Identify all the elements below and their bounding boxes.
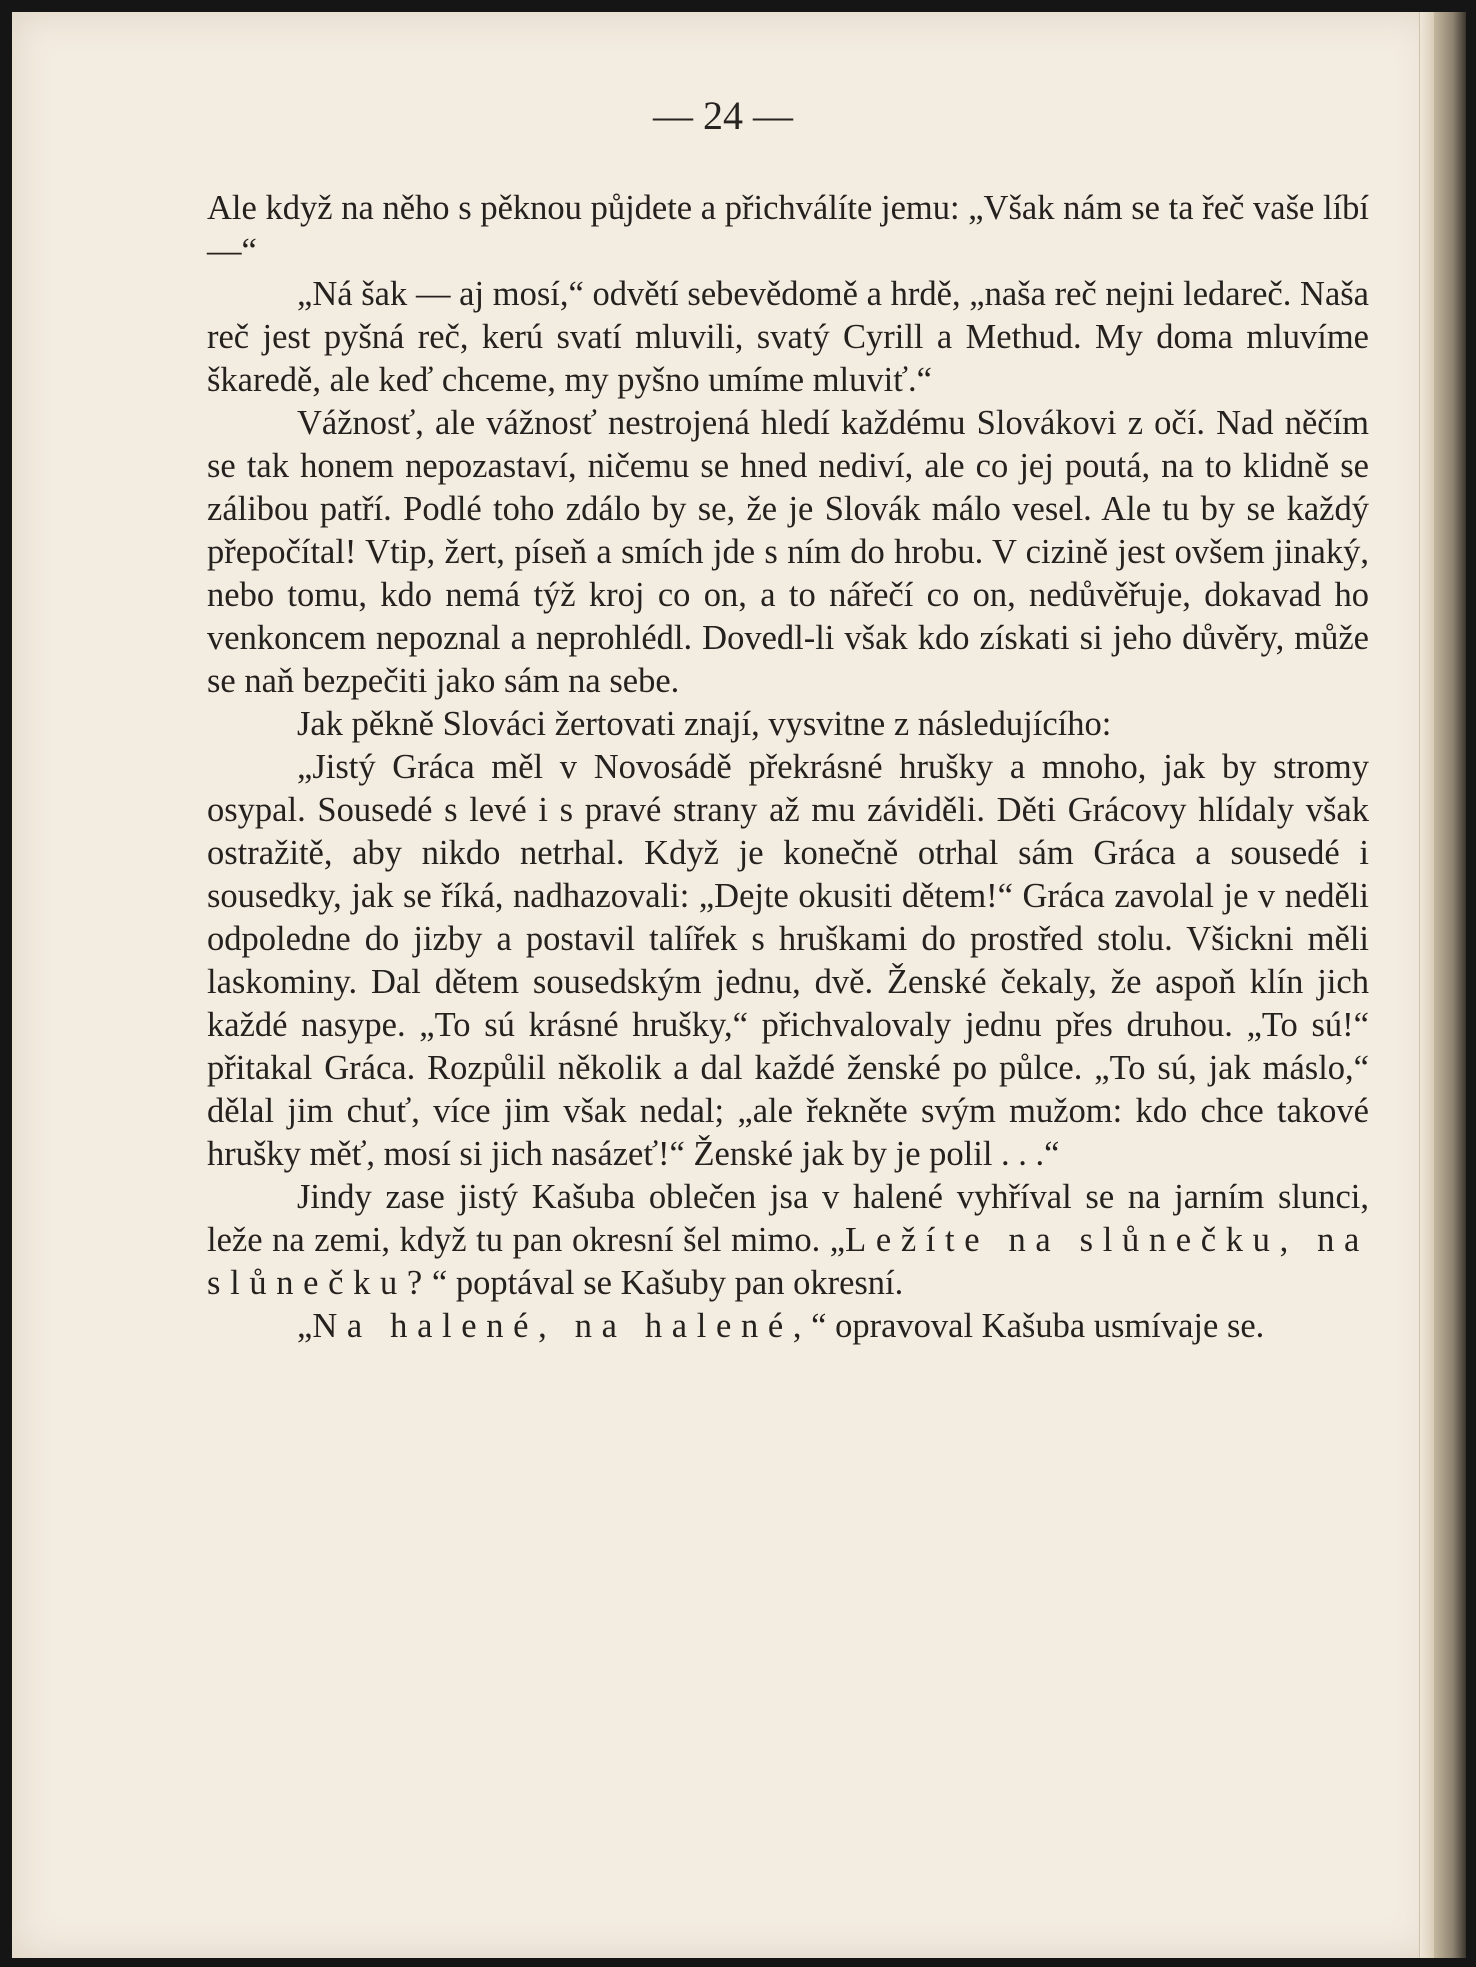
paragraph-5: „Jistý Gráca měl v Novosádě překrásné hrušky a mnoho, jak by stromy osypal. Sousedé s levé i s pravé strany až mu záviděli. Děti Grácovy hlídaly však ostražitě, aby nikdo netrhal. Když je konečně otrhal sám Gráca a sousedé i sousedky, jak se říká, nadhazovali: „Dejte okusiti dětem!“ Gráca zavolal je v neděli odpoledne do jizby a postavil talířek s hruškami do prostřed stolu. Všickni měli laskominy. Dal dětem sousedským jednu, dvě. Ženské čekaly, že aspoň klín jich každé nasype. „To sú krásné hrušky,“ přichvalovaly jednu přes druhou. „To sú!“ přitakal Gráca. Rozpůlil několik a dal každé ženské po půlce. „To sú, jak máslo,“ dělal jim chuť, více jim však nedal; „ale řekněte svým mužom: kdo chce takové hrušky měť, mosí si jich nasázeť!“ Ženské jak by je polil . . .“: [207, 748, 1369, 1173]
body-text: [207, 187, 1369, 1348]
paragraph-6-text-after: “ poptával se Kašuby pan okresní.: [431, 1264, 904, 1302]
paragraph-7-text-after: “ opravoval Kašuba usmívaje se.: [811, 1307, 1265, 1345]
paragraph-6: [207, 1176, 1369, 1305]
page-number: — 24 —: [653, 93, 793, 138]
paragraph-1: Ale když na něho s pěknou půjdete a přichválíte jemu: „Však nám se ta řeč vaše líbí —“: [207, 189, 1369, 270]
paragraph-6-text-before: Jindy zase jistý Kašuba oblečen jsa v halené vyhříval se na jarním slunci, leže na zemi, když tu pan okresní šel mimo. „: [207, 1178, 1369, 1259]
paragraph-6-spaced-quote: Ležíte na slůnečku, na slůnečku?: [207, 1221, 1369, 1302]
paragraph-7-text-before: „: [297, 1307, 313, 1345]
book-edge: [1434, 12, 1466, 1958]
paragraph-2: „Ná šak — aj mosí,“ odvětí sebevědomě a hrdě, „naša reč nejni ledareč. Naša reč jest pyšná reč, kerú svatí mluvili, svatý Cyrill a Methud. My doma mluvíme škaredě, ale keď chceme, my pyšno umíme mluviť.“: [207, 275, 1369, 399]
paragraph-3: Vážnosť, ale vážnosť nestrojená hledí každému Slovákovi z očí. Nad něčím se tak honem nepozastaví, ničemu se hned nediví, ale co jej poutá, na to klidně se zálibou patří. Podlé toho zdálo by se, že je Slovák málo vesel. Ale tu by se každý přepočítal! Vtip, žert, píseň a smích jde s ním do hrobu. V cizině jest ovšem jinaký, nebo tomu, kdo nemá týž kroj co on, a to nářečí co on, nedůvěřuje, dokavad ho venkoncem nepoznal a neprohlédl. Dovedl-li však kdo získati si jeho důvěry, může se naň bezpečiti jako sám na sebe.: [207, 404, 1369, 700]
paragraph-4: Jak pěkně Slováci žertovati znají, vysvitne z následujícího:: [297, 705, 1112, 743]
paragraph-7: [207, 1305, 1369, 1348]
paragraph-7-spaced-quote: Na halené, na halené,: [312, 1307, 812, 1345]
page-gutter-shadow: [1419, 12, 1434, 1958]
book-page: [12, 12, 1434, 1958]
